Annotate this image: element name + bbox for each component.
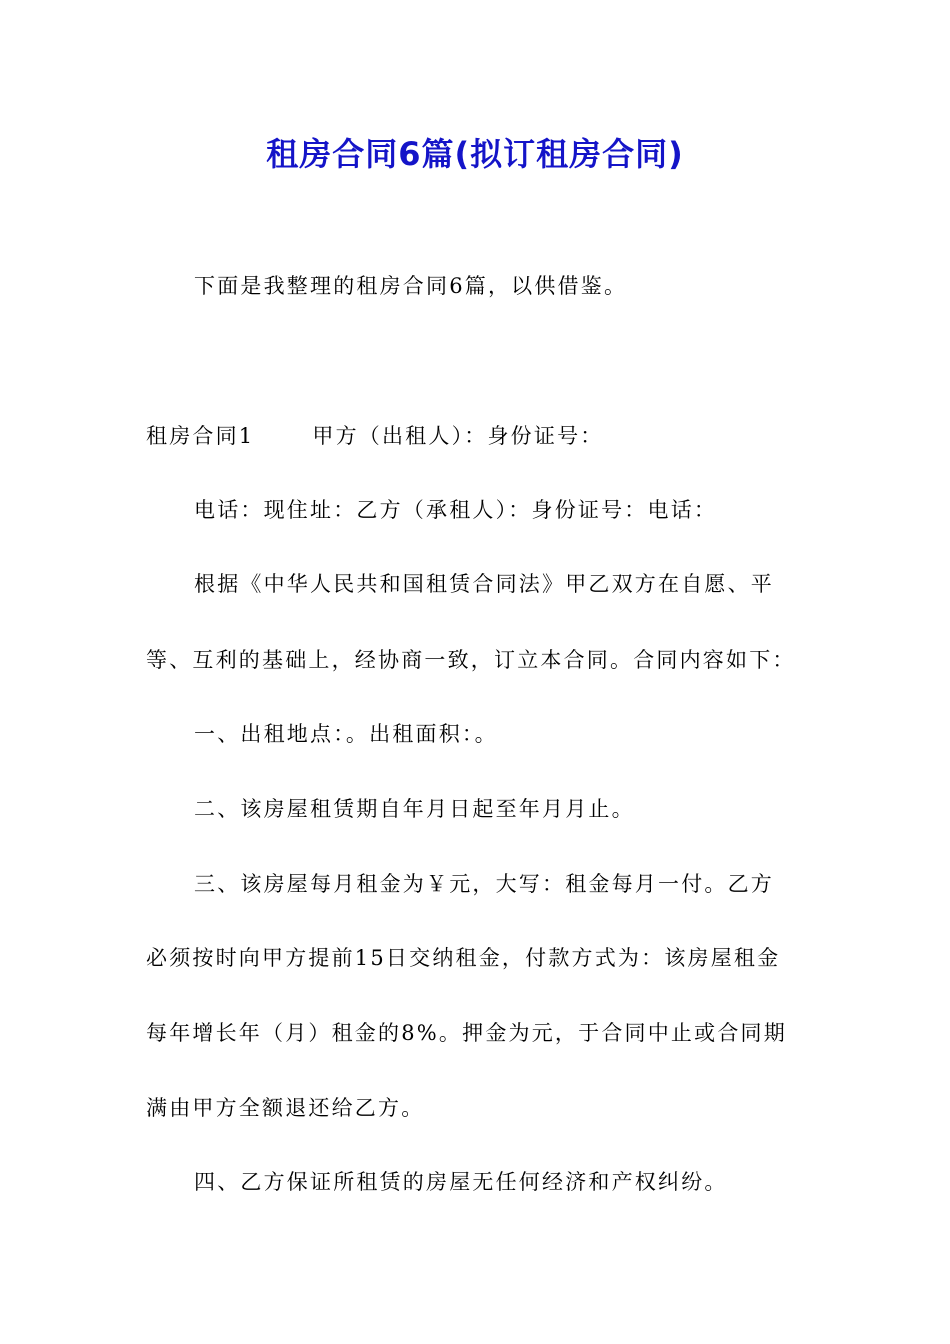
document-title: 租房合同6篇(拟订租房合同) (266, 135, 684, 173)
intro-paragraph: 下面是我整理的租房合同6篇，以供借鉴。 (194, 274, 628, 298)
clause-3-line-4: 满由甲方全额退还给乙方。 (146, 1096, 425, 1120)
contacts-line: 电话：现住址：乙方（承租人）：身份证号：电话： (194, 498, 718, 522)
clause-2: 二、该房屋租赁期自年月日起至年月月止。 (194, 797, 635, 821)
basis-line-2: 等、互利的基础上，经协商一致，订立本合同。合同内容如下： (146, 648, 796, 672)
contract-1-label: 租房合同1 (146, 424, 255, 448)
clause-3-line-1: 三、该房屋每月租金为￥元，大写：租金每月一付。乙方 (194, 872, 774, 896)
clause-4: 四、乙方保证所租赁的房屋无任何经济和产权纠纷。 (194, 1170, 728, 1194)
basis-line-1: 根据《中华人民共和国租赁合同法》甲乙双方在自愿、平 (194, 572, 774, 596)
clause-1: 一、出租地点：。出租面积：。 (194, 722, 498, 746)
clause-3-line-2: 必须按时向甲方提前15日交纳租金，付款方式为：该房屋租金 (146, 946, 781, 970)
party-a-text: 甲方（出租人）：身份证号： (312, 424, 604, 448)
contract-1-heading-line (146, 421, 603, 451)
clause-3-line-3: 每年增长年（月）租金的8%。押金为元，于合同中止或合同期 (146, 1021, 787, 1045)
